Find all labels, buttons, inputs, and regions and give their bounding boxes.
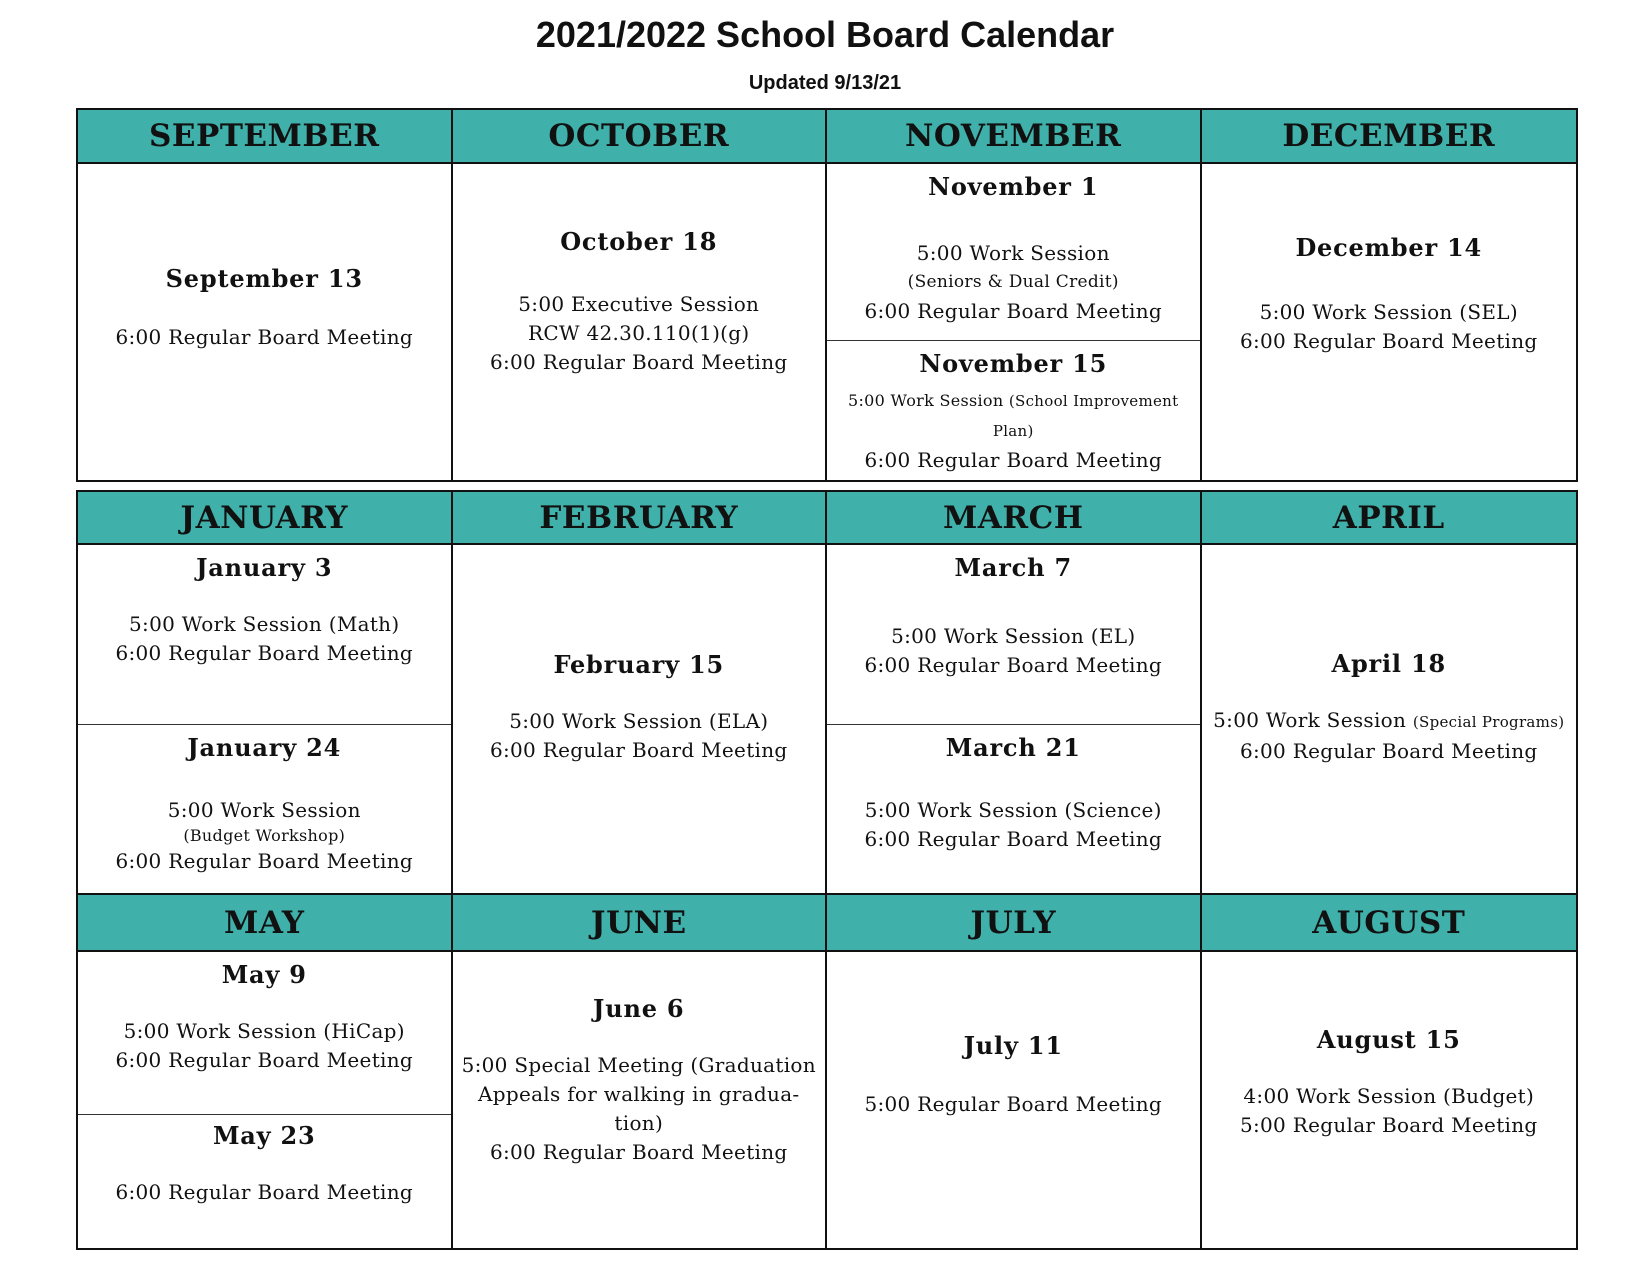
content-row-winter [76,543,1578,895]
meeting-date: April 18 [1331,648,1446,678]
meeting-block [78,1115,451,1248]
meeting-line: 6:00 Regular Board Meeting [864,653,1163,677]
meeting-line: 6:00 Regular Board Meeting [115,325,414,349]
meeting-block [78,725,451,893]
meeting-line: 5:00 Regular Board Meeting [1239,1112,1538,1137]
meeting-line: 6:00 Regular Board Meeting [115,641,414,665]
meeting-line: 6:00 Regular Board Meeting [864,827,1163,851]
meeting-line: (Budget Workshop) [183,826,346,845]
meeting-block [827,952,1200,1248]
meeting-date: October 18 [560,227,718,256]
month-header-august: AUGUST [1312,904,1466,941]
meeting-line: 5:00 Executive Session [518,292,760,316]
meeting-line: 5:00 Work Session [167,798,361,822]
month-cell-march [827,545,1202,893]
meeting-block [78,164,451,480]
meeting-line: RCW 42.30.110(1)(g) [527,321,750,345]
month-cell-october [453,164,828,480]
month-header-september: SEPTEMBER [78,110,453,162]
meeting-date: November 1 [928,172,1099,201]
month-cell-november [827,164,1202,480]
month-cell-august [1202,952,1577,1248]
meeting-date: May 23 [212,1121,316,1150]
meeting-line: 5:00 Regular Board Meeting [864,1092,1163,1116]
meeting-line: 6:00 Regular Board Meeting [115,849,414,873]
meeting-line [1213,706,1564,737]
month-header-october: OCTOBER [453,110,828,162]
content-row-summer [76,950,1578,1250]
month-header-november: NOVEMBER [827,110,1202,162]
meeting-block [78,545,451,725]
month-header-july: JULY [827,895,1202,950]
meeting-line: 6:00 Regular Board Meeting [864,448,1163,472]
meeting-line: 5:00 Work Session (HiCap) [123,1019,405,1043]
meeting-line-part: (School Improvement Plan) [992,392,1179,440]
meeting-line: 6:00 Regular Board Meeting [115,1048,414,1072]
meeting-line: 5:00 Work Session (EL) [891,624,1136,648]
month-cell-february [453,545,828,893]
month-cell-june [453,952,828,1248]
meeting-line-part: 5:00 Work Session [848,391,1004,410]
header-row-fall [76,108,1578,164]
meeting-line: 6:00 Regular Board Meeting [115,1180,414,1204]
meeting-block [827,725,1200,893]
meeting-line: 6:00 Regular Board Meeting [1239,738,1538,763]
meeting-line: 5:00 Work Session (Science) [864,798,1162,822]
month-cell-december [1202,164,1577,480]
meeting-line: 5:00 Work Session (SEL) [1259,299,1518,324]
meeting-block [1202,545,1577,893]
month-header-february: FEBRUARY [453,492,828,543]
month-header-march: MARCH [827,492,1202,543]
updated-date: Updated 9/13/21 [748,72,902,94]
meeting-line: 6:00 Regular Board Meeting [489,737,788,762]
month-cell-january [78,545,453,893]
meeting-line: 5:00 Work Session (Math) [129,612,400,636]
meeting-date: December 14 [1295,232,1483,262]
meeting-block [453,164,826,480]
meeting-date: July 11 [963,1031,1063,1060]
meeting-block [1202,164,1577,480]
meeting-block [453,545,826,893]
meeting-date: June 6 [593,993,685,1023]
meeting-date: September 13 [165,264,363,293]
meeting-line: (Seniors & Dual Credit) [907,272,1119,292]
header-row-summer [76,893,1578,952]
meeting-line: 6:00 Regular Board Meeting [489,1139,788,1164]
month-header-december: DECEMBER [1282,118,1496,154]
meeting-line-part: (Special Programs) [1412,712,1565,731]
meeting-block [78,952,451,1115]
meeting-date: January 3 [196,553,333,582]
meeting-date: August 15 [1316,1024,1461,1054]
meeting-line-part: 5:00 Work Session [1213,707,1407,732]
month-cell-may [78,952,453,1248]
month-cell-april [1202,545,1577,893]
month-header-january: JANUARY [78,492,453,543]
meeting-date: March 21 [945,733,1081,762]
month-header-may: MAY [78,895,453,950]
meeting-date: November 15 [919,349,1108,378]
meeting-date: January 24 [187,733,342,762]
meeting-block [827,164,1200,341]
meeting-date: February 15 [553,649,725,679]
meeting-date: March 7 [954,553,1072,582]
meeting-block [827,341,1200,480]
meeting-line: tion) [614,1110,664,1135]
month-header-june: JUNE [453,895,828,950]
content-row-fall [76,162,1578,482]
meeting-line: 6:00 Regular Board Meeting [1239,328,1538,353]
month-cell-july [827,952,1202,1248]
month-header-april: APRIL [1332,499,1445,536]
meeting-date: May 9 [221,960,307,989]
meeting-block [1202,952,1577,1248]
meeting-line: 6:00 Regular Board Meeting [489,350,788,374]
page-title: 2021/2022 School Board Calendar [535,14,1115,55]
meeting-line: 4:00 Work Session (Budget) [1243,1083,1535,1108]
meeting-line: 5:00 Work Session [916,241,1110,265]
meeting-line: 5:00 Work Session (ELA) [509,708,769,733]
meeting-block [827,545,1200,725]
meeting-block [453,952,826,1248]
meeting-line: 6:00 Regular Board Meeting [864,299,1163,323]
header-row-winter [76,490,1578,545]
month-cell-september [78,164,453,480]
meeting-line: Appeals for walking in gradua- [478,1081,800,1106]
meeting-line [827,386,1200,446]
meeting-line: 5:00 Special Meeting (Graduation [461,1052,816,1077]
